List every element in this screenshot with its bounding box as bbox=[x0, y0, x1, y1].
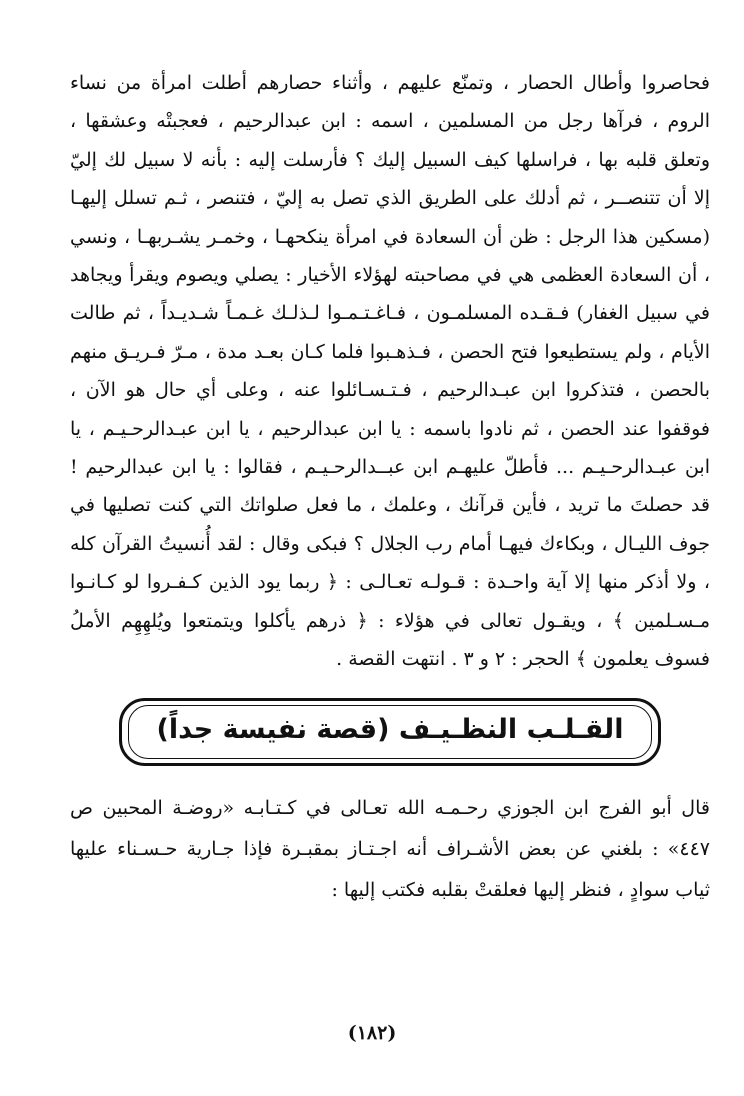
section-title: القـلـب النظـيـف (قصة نفيسة جداً) bbox=[128, 705, 653, 759]
section-title-outer-border bbox=[119, 698, 662, 766]
second-story-paragraph: قال أبو الفرج ابن الجوزي رحـمـه الله تعـالى في كـتـابـه «روضـة المحبين ص ٤٤٧» : بلغني عن بعض الأشـراف أنه اجـتـاز بمقبـرة فإذا جـارية حـسـناء عليها ثياب سوادٍ ، فنظر إليها فعلقتْ بقلبه فكتب إليها : bbox=[70, 796, 710, 901]
page-number: (١٨٢) bbox=[347, 1022, 397, 1044]
section-title-frame bbox=[70, 698, 710, 766]
page-body bbox=[70, 64, 710, 911]
story-paragraph: فحاصروا وأطال الحصار ، وتمنّع عليهم ، وأثناء حصارهم أطلت امرأة من نساء الروم ، فرآها رجل من المسلمين ، اسمه : ابن عبدالرحيم ، فعجبتْه وعشقها ، وتعلق قلبه بها ، فراسلها كيف السبيل إليك ؟ فأرسلت إليه : بأنه لا سبيل لك إليّ إلا أن تتنصــر ، ثم أدلك على الطريق الذي تصل به إليّ ، فتنصر ، ثـم تسلل إليهـا (مسكين هذا الرجل : ظن أن السعادة في امرأة ينكحهـا ، وخمـر يشـربهـا ، ونسي ، أن السعادة العظمى هي في مصاحبته لهؤلاء الأخيار : يصلي ويصوم ويقرأ ويجاهد في سبيل الغفار) فـقـده المسلمـون ، فـاغـتـمـوا لـذلـك غـمـاً شـديـداً ، ثم طالت الأيام ، ولم يستطيعوا فتح الحصن ، فـذهـبوا فلما كـان بعـد مدة ، مـرّ فـريـق منهم بالحصن ، فتذكروا ابن عبـدالرحيم ، فـتـسـائلوا عنه ، وعلى أي حال هو الآن ، فوقفوا عند الحصن ، ثم نادوا باسمه : يا ابن عبدالرحيم ، يا ابن عبـدالرحـيـم ، يا ابن عبـدالرحـيـم ... فأطلّ عليهـم ابن عبــدالرحـيـم ، فقالوا : يا ابن عبدالرحيم ! قد حصلتَ ما تريد ، فأين قرآنك ، وعلمك ، ما فعل صلواتك التي كنت تصليها في جوف الليـال ، وبكاءك فيهـا أمام رب الجلال ؟ فبكى وقال : لقد أُنسيتُ القرآن كله ، ولا أذكر منها إلا آية واحـدة : قـولـه تعـالـى : ﴿ ربما يود الذين كـفـروا لو كـانـوا مـسـلمين ﴾ ، ويقـول تعالى في هؤلاء : ﴿ ذرهم يأكلوا ويتمتعوا ويُلهِهِم الأملُ فسوف يعلمون ﴾ الحجر : ٢ و ٣ . انتهت القصة . bbox=[70, 72, 710, 671]
